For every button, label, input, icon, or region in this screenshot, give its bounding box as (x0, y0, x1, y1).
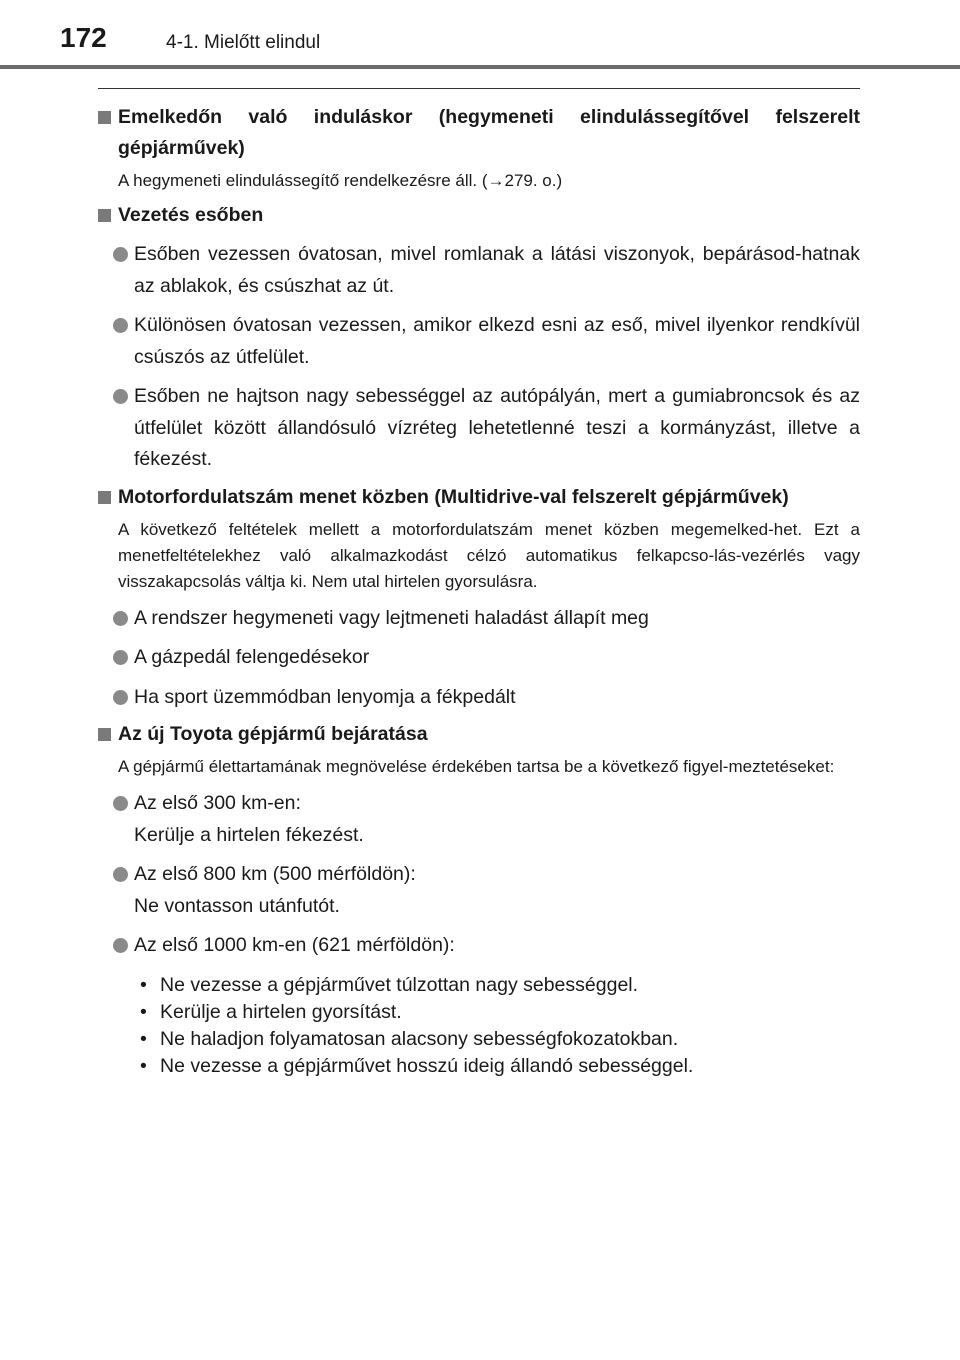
list-item (98, 310, 860, 373)
page-content (98, 96, 860, 1080)
circle-bullet-icon (113, 650, 128, 665)
circle-bullet-icon (113, 611, 128, 626)
page-header (0, 0, 960, 70)
list-item-text: Az első 1000 km-en (621 mérföldön): (134, 934, 455, 956)
list-item-text: Esőben vezessen óvatosan, mivel romlanak a látási viszonyok, bepárásod-hatnak az ablakok, és csúszhat az út. (134, 243, 860, 297)
page-number: 172 (60, 22, 107, 53)
list-item-text: Különösen óvatosan vezessen, amikor elkezd esni az eső, mivel ilyenkor rendkívül csúszós az útfelület. (134, 314, 860, 368)
section-heading (98, 719, 860, 750)
header-rule (0, 65, 960, 69)
list-item (98, 859, 860, 922)
square-bullet-icon (98, 111, 111, 124)
square-bullet-icon (98, 209, 111, 222)
section-hill-start (98, 102, 860, 194)
content-top-rule (98, 88, 860, 89)
square-bullet-icon (98, 728, 111, 741)
list-item (98, 239, 860, 302)
sub-list-item: • Ne haladjon folyamatosan alacsony sebességfokozatokban. (140, 1026, 860, 1053)
list-item (98, 930, 860, 962)
list-item (98, 381, 860, 476)
list-item (98, 642, 860, 674)
section-break-in (98, 719, 860, 1080)
list-item (98, 603, 860, 635)
section-title: Motorfordulatszám menet közben (Multidrive-val felszerelt gépjárművek) (118, 485, 789, 508)
section-engine-speed (98, 482, 860, 714)
list-item-text: A gázpedál felengedésekor (134, 646, 370, 668)
chapter-title: 4-1. Mielőtt elindul (166, 32, 321, 53)
circle-bullet-icon (113, 318, 128, 333)
section-note: A következő feltételek mellett a motorfordulatszám menet közben megemelked-het. Ezt a menetfeltételekhez való alkalmazkodást célzó automatikus felkapcso-lás-vezérlés vagy visszakapcsolás váltja ki. Nem utal hirtelen gyorsulásra. (118, 519, 860, 591)
section-rain-driving (98, 200, 860, 476)
section-heading (98, 102, 860, 164)
list-item-text: Az első 300 km-en: (134, 792, 301, 814)
section-note: A gépjármű élettartamának megnövelése érdekében tartsa be a következő figyel-meztetéseket: (118, 757, 835, 776)
section-heading (98, 482, 860, 513)
circle-bullet-icon (113, 247, 128, 262)
circle-bullet-icon (113, 796, 128, 811)
section-title: Vezetés esőben (118, 204, 264, 226)
section-note: A hegymeneti elindulássegítő rendelkezésre áll. (→279. o.) (118, 171, 563, 190)
list-item-text: Kerülje a hirtelen fékezést. (134, 823, 364, 846)
list-item-text: Esőben ne hajtson nagy sebességgel az autópályán, mert a gumiabroncsok és az útfelület között állandósuló vízréteg lehetetlenné teszi a kormányzást, illetve a fékezést. (134, 385, 860, 470)
circle-bullet-icon (113, 690, 128, 705)
list-item-text: A rendszer hegymeneti vagy lejtmeneti haladást állapít meg (134, 606, 649, 629)
list-item-text: Az első 800 km (500 mérföldön): (134, 863, 416, 885)
circle-bullet-icon (113, 867, 128, 882)
sub-list (98, 972, 860, 1080)
circle-bullet-icon (113, 938, 128, 953)
list-item-text: Ha sport üzemmódban lenyomja a fékpedált (134, 685, 516, 708)
sub-list-item: • Ne vezesse a gépjárművet túlzottan nagy sebességgel. (140, 972, 860, 999)
section-title: Emelkedőn való induláskor (hegymeneti elindulássegítővel felszerelt gépjárművek) (118, 106, 860, 159)
section-title: Az új Toyota gépjármű bejáratása (118, 723, 428, 745)
circle-bullet-icon (113, 389, 128, 404)
list-item (98, 682, 860, 714)
sub-list-item: • Kerülje a hirtelen gyorsítást. (140, 999, 860, 1026)
list-item-text: Ne vontasson utánfutót. (134, 894, 340, 917)
list-item (98, 788, 860, 851)
sub-list-item: • Ne vezesse a gépjárművet hosszú ideig állandó sebességgel. (140, 1053, 860, 1080)
square-bullet-icon (98, 491, 111, 504)
section-heading (98, 200, 860, 231)
